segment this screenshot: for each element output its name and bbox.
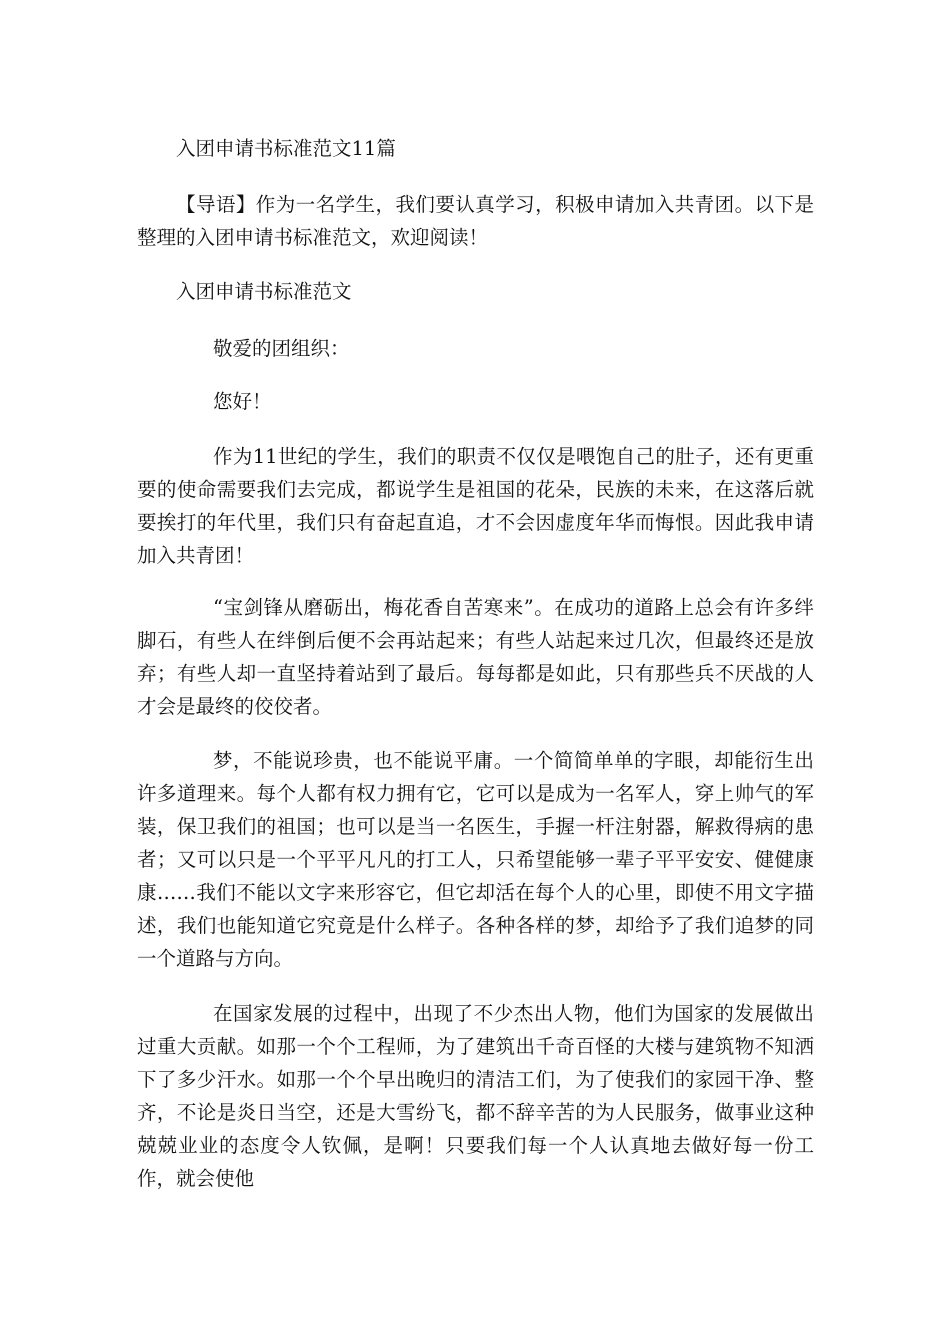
section-heading: 入团申请书标准范文 bbox=[176, 280, 352, 303]
body-paragraph-1: 作为11世纪的学生，我们的职责不仅仅是喂饱自己的肚子，还有更重要的使命需要我们去完成，都说学生是祖国的花朵，民族的未来，在这落后就要挨打的年代里，我们只有奋起直追，才不会因虚度年华而悔恨。因此我申请加入共青团！ bbox=[137, 445, 814, 567]
greeting: 您好！ bbox=[213, 390, 272, 413]
salutation: 敬爱的团组织： bbox=[213, 337, 350, 360]
intro-paragraph: 【导语】作为一名学生，我们要认真学习，积极申请加入共青团。以下是整理的入团申请书标准范文，欢迎阅读！ bbox=[137, 193, 814, 249]
body-paragraph-4: 在国家发展的过程中，出现了不少杰出人物，他们为国家的发展做出过重大贡献。如那一个个工程师，为了建筑出千奇百怪的大楼与建筑物不知洒下了多少汗水。如那一个个早出晚归的清洁工们，为了使我们的家园干净、整齐，不论是炎日当空，还是大雪纷飞，都不辞辛苦的为人民服务，做事业这种兢兢业业的态度令人钦佩，是啊！只要我们每一个人认真地去做好每一份工作，就会使他 bbox=[137, 1002, 814, 1190]
document-title: 入团申请书标准范文11篇 bbox=[176, 137, 396, 160]
body-paragraph-3: 梦，不能说珍贵，也不能说平庸。一个简简单单的字眼，却能衍生出许多道理来。每个人都有权力拥有它，它可以是成为一名军人，穿上帅气的军装，保卫我们的祖国；也可以是当一名医生，手握一杆注射器，解救得病的患者；又可以只是一个平平凡凡的打工人，只希望能够一辈子平平安安、健健康康……我们不能以文字来形容它，但它却活在每个人的心里，即使不用文字描述，我们也能知道它究竟是什么样子。各种各样的梦，却给予了我们追梦的同一个道路与方向。 bbox=[137, 749, 814, 970]
body-paragraph-2: “宝剑锋从磨砺出，梅花香自苦寒来”。在成功的道路上总会有许多绊脚石，有些人在绊倒后便不会再站起来；有些人站起来过几次，但最终还是放弃；有些人却一直坚持着站到了最后。每每都是如此，只有那些兵不厌战的人才会是最终的佼佼者。 bbox=[137, 596, 814, 718]
